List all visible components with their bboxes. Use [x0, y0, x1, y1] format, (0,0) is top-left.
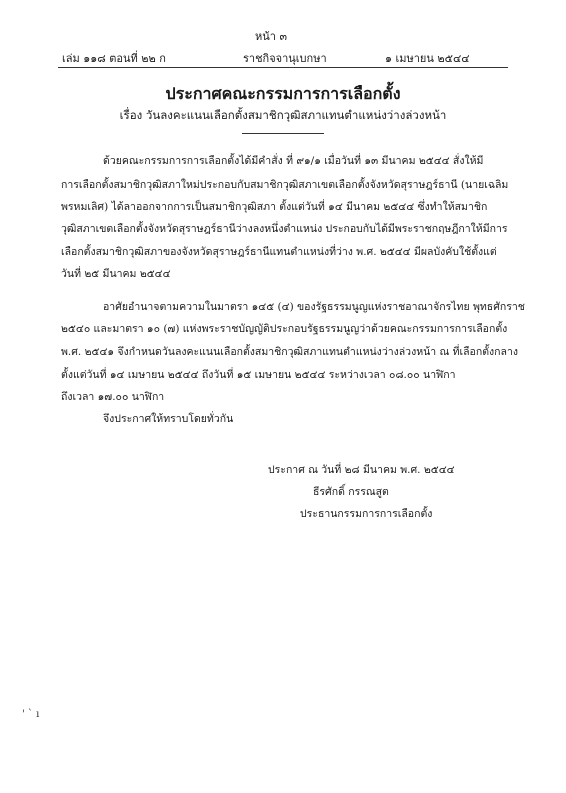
paragraph-line: วุฒิสภาเขตเลือกตั้งจังหวัดสุราษฎร์ธานีว่างลงหนึ่งตำแหน่ง ประกอบกับได้มีพระราชกฤษฎีกาให้มีการ: [61, 223, 508, 235]
scan-mark: ' ` ı: [22, 709, 40, 720]
paragraph-line: ตั้งแต่วันที่ ๑๔ เมษายน ๒๕๔๔ ถึงวันที่ ๑๕ เมษายน ๒๕๔๔ ระหว่างเวลา ๐๘.๐๐ นาฬิกา: [61, 369, 456, 381]
gazette-name: ราชกิจจานุเบกษา: [243, 52, 327, 65]
page-number: หน้า ๓: [255, 30, 287, 43]
volume-issue: เล่ม ๑๑๘ ตอนที่ ๒๒ ก: [62, 52, 166, 65]
announcement-subject: เรื่อง วันลงคะแนนเลือกตั้งสมาชิกวุฒิสภาแทนตำแหน่งว่างล่วงหน้า: [119, 108, 447, 122]
announcement-title: ประกาศคณะกรรมการการเลือกตั้ง: [165, 84, 401, 103]
paragraph-line: เลือกตั้งสมาชิกวุฒิสภาของจังหวัดสุราษฎร์ธานีแทนตำแหน่งที่ว่าง พ.ศ. ๒๕๔๔ มีผลบังคับใช้ตั้งแต่: [61, 246, 497, 258]
closing-line: จึงประกาศให้ทราบโดยทั่วกัน: [103, 413, 234, 425]
header-rule: [58, 67, 508, 68]
paragraph-line: วันที่ ๒๕ มีนาคม ๒๕๔๔: [61, 268, 171, 280]
paragraph-line: ๒๕๔๐ และมาตรา ๑๐ (๗) แห่งพระราชบัญญัติประกอบรัฐธรรมนูญว่าด้วยคณะกรรมการการเลือกตั้ง: [61, 323, 508, 335]
paragraph-line: พรหมเลิศ) ได้ลาออกจากการเป็นสมาชิกวุฒิสภา ตั้งแต่วันที่ ๑๔ มีนาคม ๒๕๔๔ ซึ่งทำให้สมาชิก: [61, 201, 488, 213]
signatory-name: ธีรศักดิ์ กรรณสูต: [313, 486, 389, 498]
paragraph-line: การเลือกตั้งสมาชิกวุฒิสภาใหม่ประกอบกับสมาชิกวุฒิสภาเขตเลือกตั้งจังหวัดสุราษฎร์ธานี (นายเฉลิม: [61, 179, 509, 191]
publication-date: ๑ เมษายน ๒๕๔๔: [385, 52, 470, 65]
paragraph-line: ถึงเวลา ๑๗.๐๐ นาฬิกา: [61, 391, 165, 403]
signatory-position: ประธานกรรมการการเลือกตั้ง: [300, 508, 433, 520]
paragraph-line: พ.ศ. ๒๕๔๑ จึงกำหนดวันลงคะแนนเลือกตั้งสมาชิกวุฒิสภาแทนตำแหน่งว่างล่วงหน้า ณ ที่เลือกตั้งกลาง: [61, 346, 518, 358]
announcement-date: ประกาศ ณ วันที่ ๒๘ มีนาคม พ.ศ. ๒๕๔๔: [268, 464, 455, 476]
paragraph-line: อาศัยอำนาจตามความในมาตรา ๑๔๕ (๔) ของรัฐธรรมนูญแห่งราชอาณาจักรไทย พุทธศักราช: [103, 301, 525, 313]
paragraph-line: ด้วยคณะกรรมการการเลือกตั้งได้มีคำสั่ง ที่ ๙๑/๑ เมื่อวันที่ ๑๓ มีนาคม ๒๕๔๔ สั่งให้มี: [103, 155, 484, 167]
title-rule: [242, 133, 324, 134]
